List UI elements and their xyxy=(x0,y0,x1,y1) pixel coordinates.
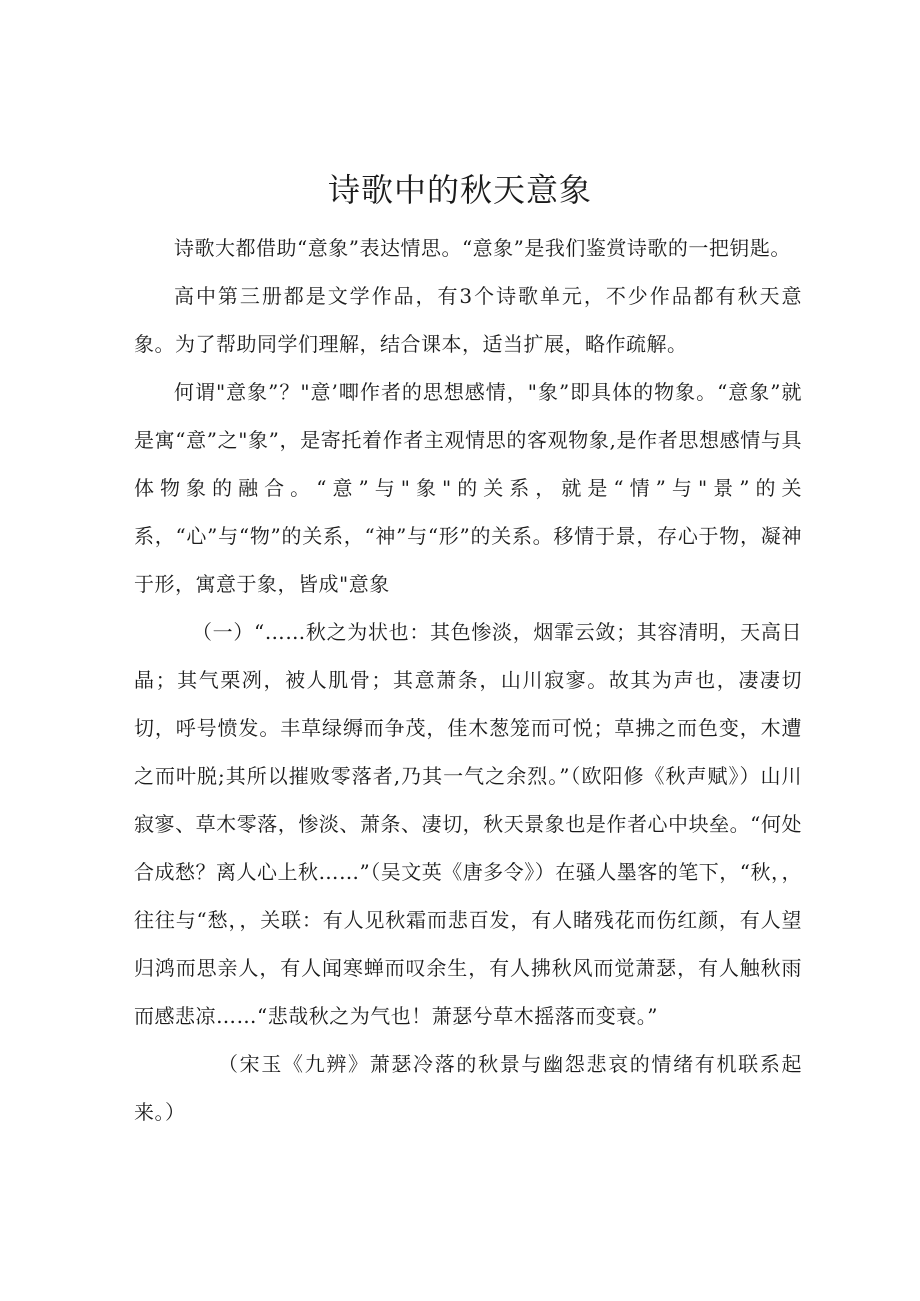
paragraph-definition: 何谓"意象”？"意’唧作者的思想感情，"象”即具体的物象。“意象”就是寓“意”之"象”，是寄托着作者主观情思的客观物象,是作者思想感情与具体物象的融合。“意”与"象"的关系，就是“情”与"景”的关系，“心”与“物”的关系，“神”与“形”的关系。移情于景，存心于物，凝神于形，寓意于象，皆成"意象 xyxy=(134,380,802,596)
paragraph-citation: （宋玉《九辨》萧瑟冷落的秋景与幽怨悲哀的情绪有机联系起来。） xyxy=(134,1052,802,1124)
document-title: 诗歌中的秋天意象 xyxy=(327,171,592,209)
document-body xyxy=(134,224,802,1136)
paragraph-intro: 诗歌大都借助“意象”表达情思。“意象”是我们鉴赏诗歌的一把钥匙。 xyxy=(174,236,791,260)
paragraph-textbook: 高中第三册都是文学作品，有3个诗歌单元，不少作品都有秋天意象。为了帮助同学们理解，结合课本，适当扩展，略作疏解。 xyxy=(134,284,802,356)
paragraph-example-one: （一）“……秋之为状也：其色惨淡，烟霏云敛；其容清明，天高日晶；其气栗冽，被人肌骨；其意萧条，山川寂寥。故其为声也，凄凄切切，呼号愤发。丰草绿缛而争茂，佳木葱笼而可悦；草拂之而色变，木遭之而叶脱;其所以摧败零落者,乃其一气之余烈。”（欧阳修《秋声赋》）山川寂寥、草木零落，惨淡、萧条、凄切，秋天景象也是作者心中块垒。“何处合成愁？离人心上秋……”（吴文英《唐多令》）在骚人墨客的笔下，“秋，，往往与“愁，，关联：有人见秋霜而悲百发，有人睹残花而伤红颜，有人望归鸿而思亲人，有人闻寒蝉而叹余生，有人拂秋风而觉萧瑟，有人触秋雨而感悲凉……“悲哉秋之为气也！萧瑟兮草木摇落而变衰。” xyxy=(134,620,802,1028)
